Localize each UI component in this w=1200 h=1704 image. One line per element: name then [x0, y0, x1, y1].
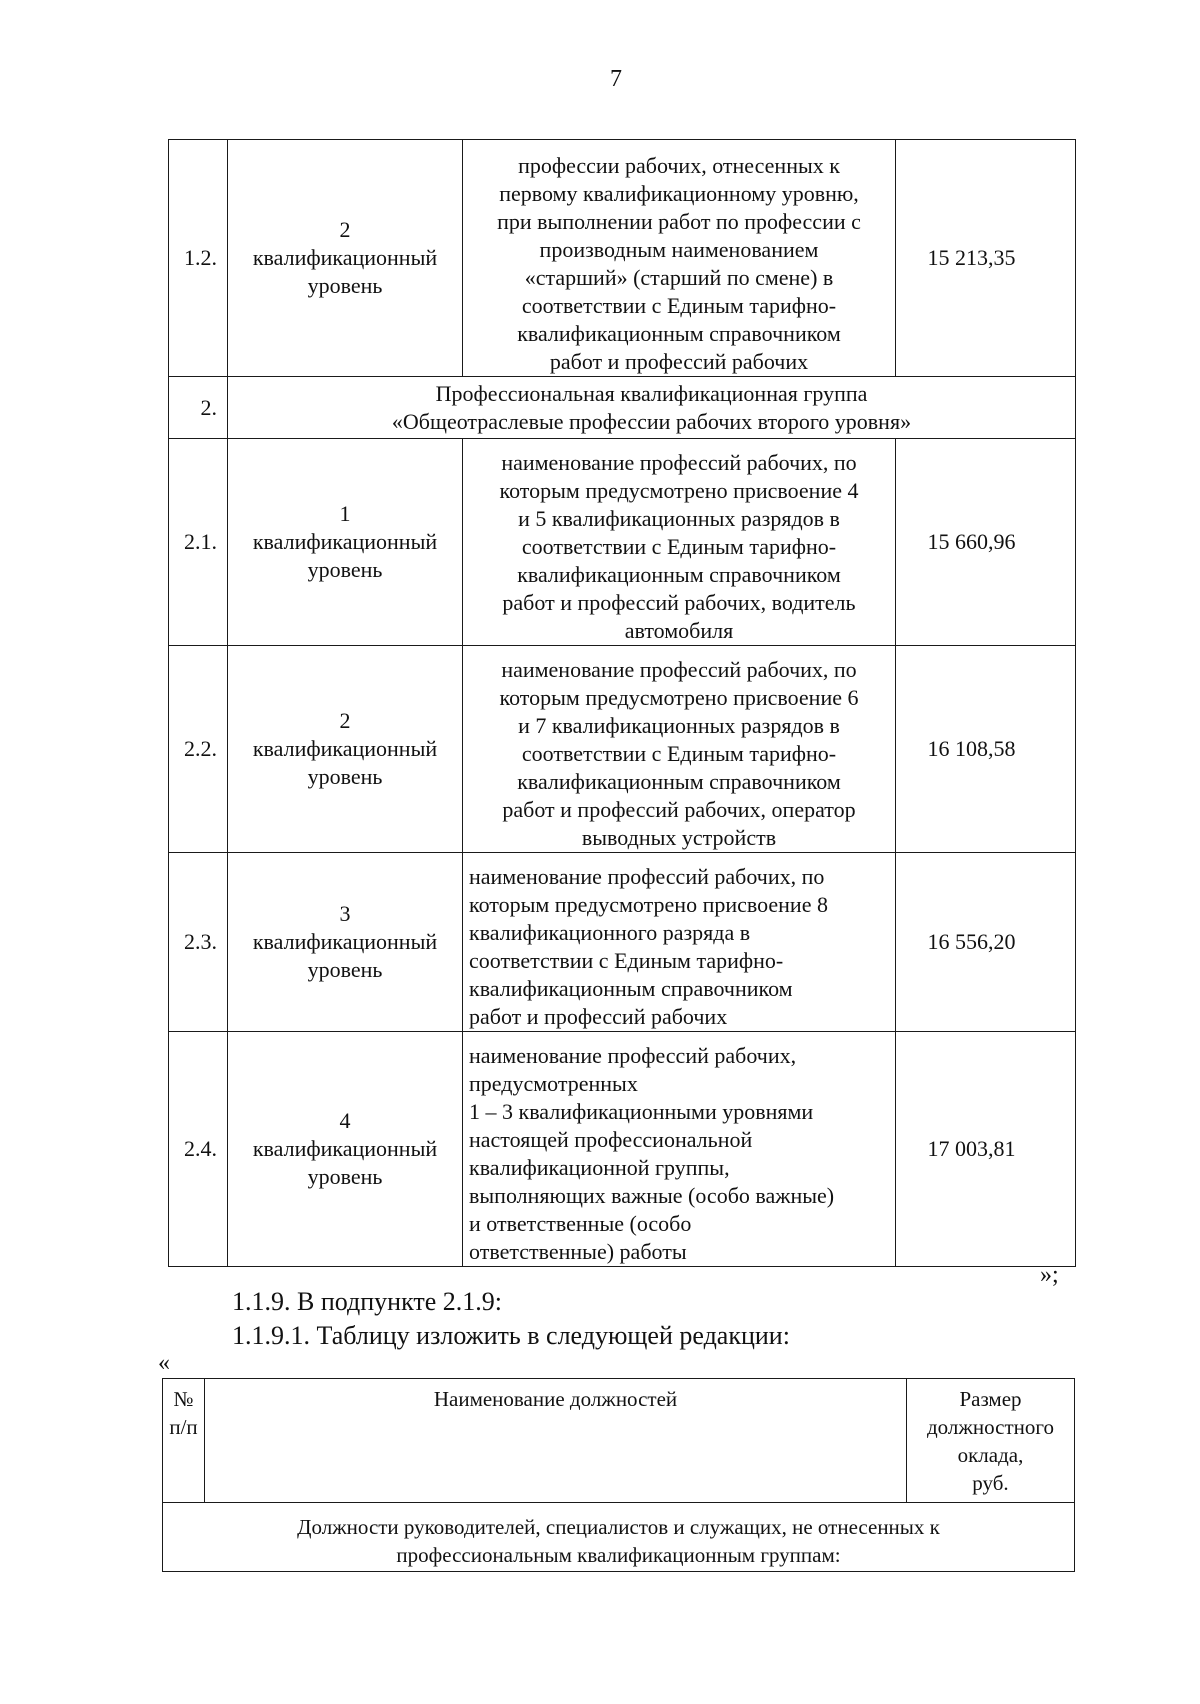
row-number: 2.4. [169, 1032, 228, 1267]
description-line: автомобиля [624, 618, 734, 643]
description-line: настоящей профессиональной [469, 1127, 753, 1152]
paragraph-instruction: 1.1.9.1. Таблицу изложить в следующей редакции: [232, 1321, 790, 1350]
page-number: 7 [610, 66, 622, 92]
salary-value: 15 660,96 [896, 439, 1076, 646]
level-digit: 4 [339, 1108, 351, 1133]
header-size-line: оклада, [957, 1443, 1024, 1467]
description-line: которым предусмотрено присвоение 8 [469, 892, 828, 917]
group-line: Профессиональная квалификационная группа [435, 380, 868, 406]
description-line: соответствии с Единым тарифно- [469, 948, 784, 973]
level-text: квалификационный [252, 1136, 438, 1161]
profession-description [463, 853, 896, 1032]
description-line: соответствии с Единым тарифно- [521, 741, 837, 766]
description-line: ответственные) работы [469, 1239, 687, 1264]
level-digit: 2 [339, 217, 351, 242]
row-number: 2.1. [169, 439, 228, 646]
header-size-line: Размер [959, 1387, 1022, 1411]
profession-description [463, 439, 896, 646]
positions-table [162, 1378, 1075, 1572]
level-digit: 1 [339, 501, 351, 526]
description-line: производным наименованием [539, 237, 819, 262]
table-row [169, 853, 1076, 1032]
qualification-level [228, 439, 463, 646]
description-line: первому квалификационному уровню, [499, 181, 859, 206]
group-line: Должности руководителей, специалистов и служащих, не отнесенных к [297, 1515, 940, 1539]
header-position-name: Наименование должностей [205, 1379, 907, 1503]
description-line: которым предусмотрено присвоение 6 [499, 685, 859, 710]
level-text: квалификационный [252, 529, 438, 554]
description-line: соответствии с Единым тарифно- [521, 293, 837, 318]
header-number [163, 1379, 205, 1503]
closing-quote: »; [1040, 1262, 1059, 1288]
table-row [169, 439, 1076, 646]
profession-description [463, 140, 896, 377]
level-text: квалификационный [252, 929, 438, 954]
row-number: 2. [169, 377, 228, 439]
description-line: выполняющих важные (особо важные) [469, 1183, 835, 1208]
table-header-row [163, 1379, 1075, 1503]
level-text: уровень [307, 557, 383, 582]
profession-description [463, 1032, 896, 1267]
table-row-group [163, 1503, 1075, 1572]
salary-value: 16 556,20 [896, 853, 1076, 1032]
level-text: квалификационный [252, 736, 438, 761]
description-line: «старший» (старший по смене) в [524, 265, 834, 290]
header-number-line: № [173, 1387, 194, 1411]
table-row [169, 1032, 1076, 1267]
table-row-group [169, 377, 1076, 439]
description-line: 1 – 3 квалификационными уровнями [469, 1099, 814, 1124]
row-number: 2.2. [169, 646, 228, 853]
qualification-level [228, 140, 463, 377]
table-row [169, 646, 1076, 853]
description-line: которым предусмотрено присвоение 4 [499, 478, 859, 503]
positions-group-title [163, 1503, 1075, 1572]
salary-value: 15 213,35 [896, 140, 1076, 377]
header-size-line: должностного [927, 1415, 1054, 1439]
level-digit: 2 [339, 708, 351, 733]
description-line: выводных устройств [581, 825, 777, 850]
description-line: работ и профессий рабочих [549, 349, 809, 374]
group-line: «Общеотраслевые профессии рабочих второго уровня» [391, 408, 912, 434]
paragraph-subclause: 1.1.9. В подпункте 2.1.9: [232, 1287, 502, 1316]
salary-value: 16 108,58 [896, 646, 1076, 853]
header-size-line: руб. [972, 1471, 1009, 1495]
salary-value: 17 003,81 [896, 1032, 1076, 1267]
description-line: квалификационным справочником [469, 976, 793, 1001]
level-text: уровень [307, 957, 383, 982]
description-line: квалификационной группы, [469, 1155, 730, 1180]
qualification-level [228, 853, 463, 1032]
description-line: при выполнении работ по профессии с [497, 209, 861, 234]
header-number-line: п/п [169, 1415, 198, 1439]
level-digit: 3 [339, 901, 351, 926]
description-line: и 5 квалификационных разрядов в [518, 506, 840, 531]
header-salary-size [907, 1379, 1075, 1503]
description-line: квалификационного разряда в [469, 920, 751, 945]
opening-quote: « [158, 1350, 170, 1376]
description-line: наименование профессий рабочих, по [501, 657, 857, 682]
description-line: наименование профессий рабочих, по [469, 864, 825, 889]
qualification-level [228, 646, 463, 853]
description-line: наименование профессий рабочих, по [501, 450, 857, 475]
qualification-group-title [228, 377, 1076, 439]
description-line: квалификационным справочником [517, 769, 841, 794]
description-line: предусмотренных [469, 1071, 638, 1096]
level-text: уровень [307, 273, 383, 298]
description-line: и 7 квалификационных разрядов в [518, 713, 840, 738]
description-line: работ и профессий рабочих, водитель [502, 590, 856, 615]
row-number: 1.2. [169, 140, 228, 377]
profession-description [463, 646, 896, 853]
description-line: квалификационным справочником [517, 321, 841, 346]
description-line: работ и профессий рабочих, оператор [502, 797, 856, 822]
level-text: квалификационный [252, 245, 438, 270]
table-row [169, 140, 1076, 377]
description-line: работ и профессий рабочих [469, 1004, 728, 1029]
row-number: 2.3. [169, 853, 228, 1032]
level-text: уровень [307, 764, 383, 789]
description-line: соответствии с Единым тарифно- [521, 534, 837, 559]
description-line: профессии рабочих, отнесенных к [518, 153, 840, 178]
description-line: и ответственные (особо [469, 1211, 692, 1236]
description-line: квалификационным справочником [517, 562, 841, 587]
salary-table-workers [168, 139, 1076, 1267]
level-text: уровень [307, 1164, 383, 1189]
group-line: профессиональным квалификационным группам: [396, 1543, 841, 1567]
qualification-level [228, 1032, 463, 1267]
description-line: наименование профессий рабочих, [469, 1043, 797, 1068]
